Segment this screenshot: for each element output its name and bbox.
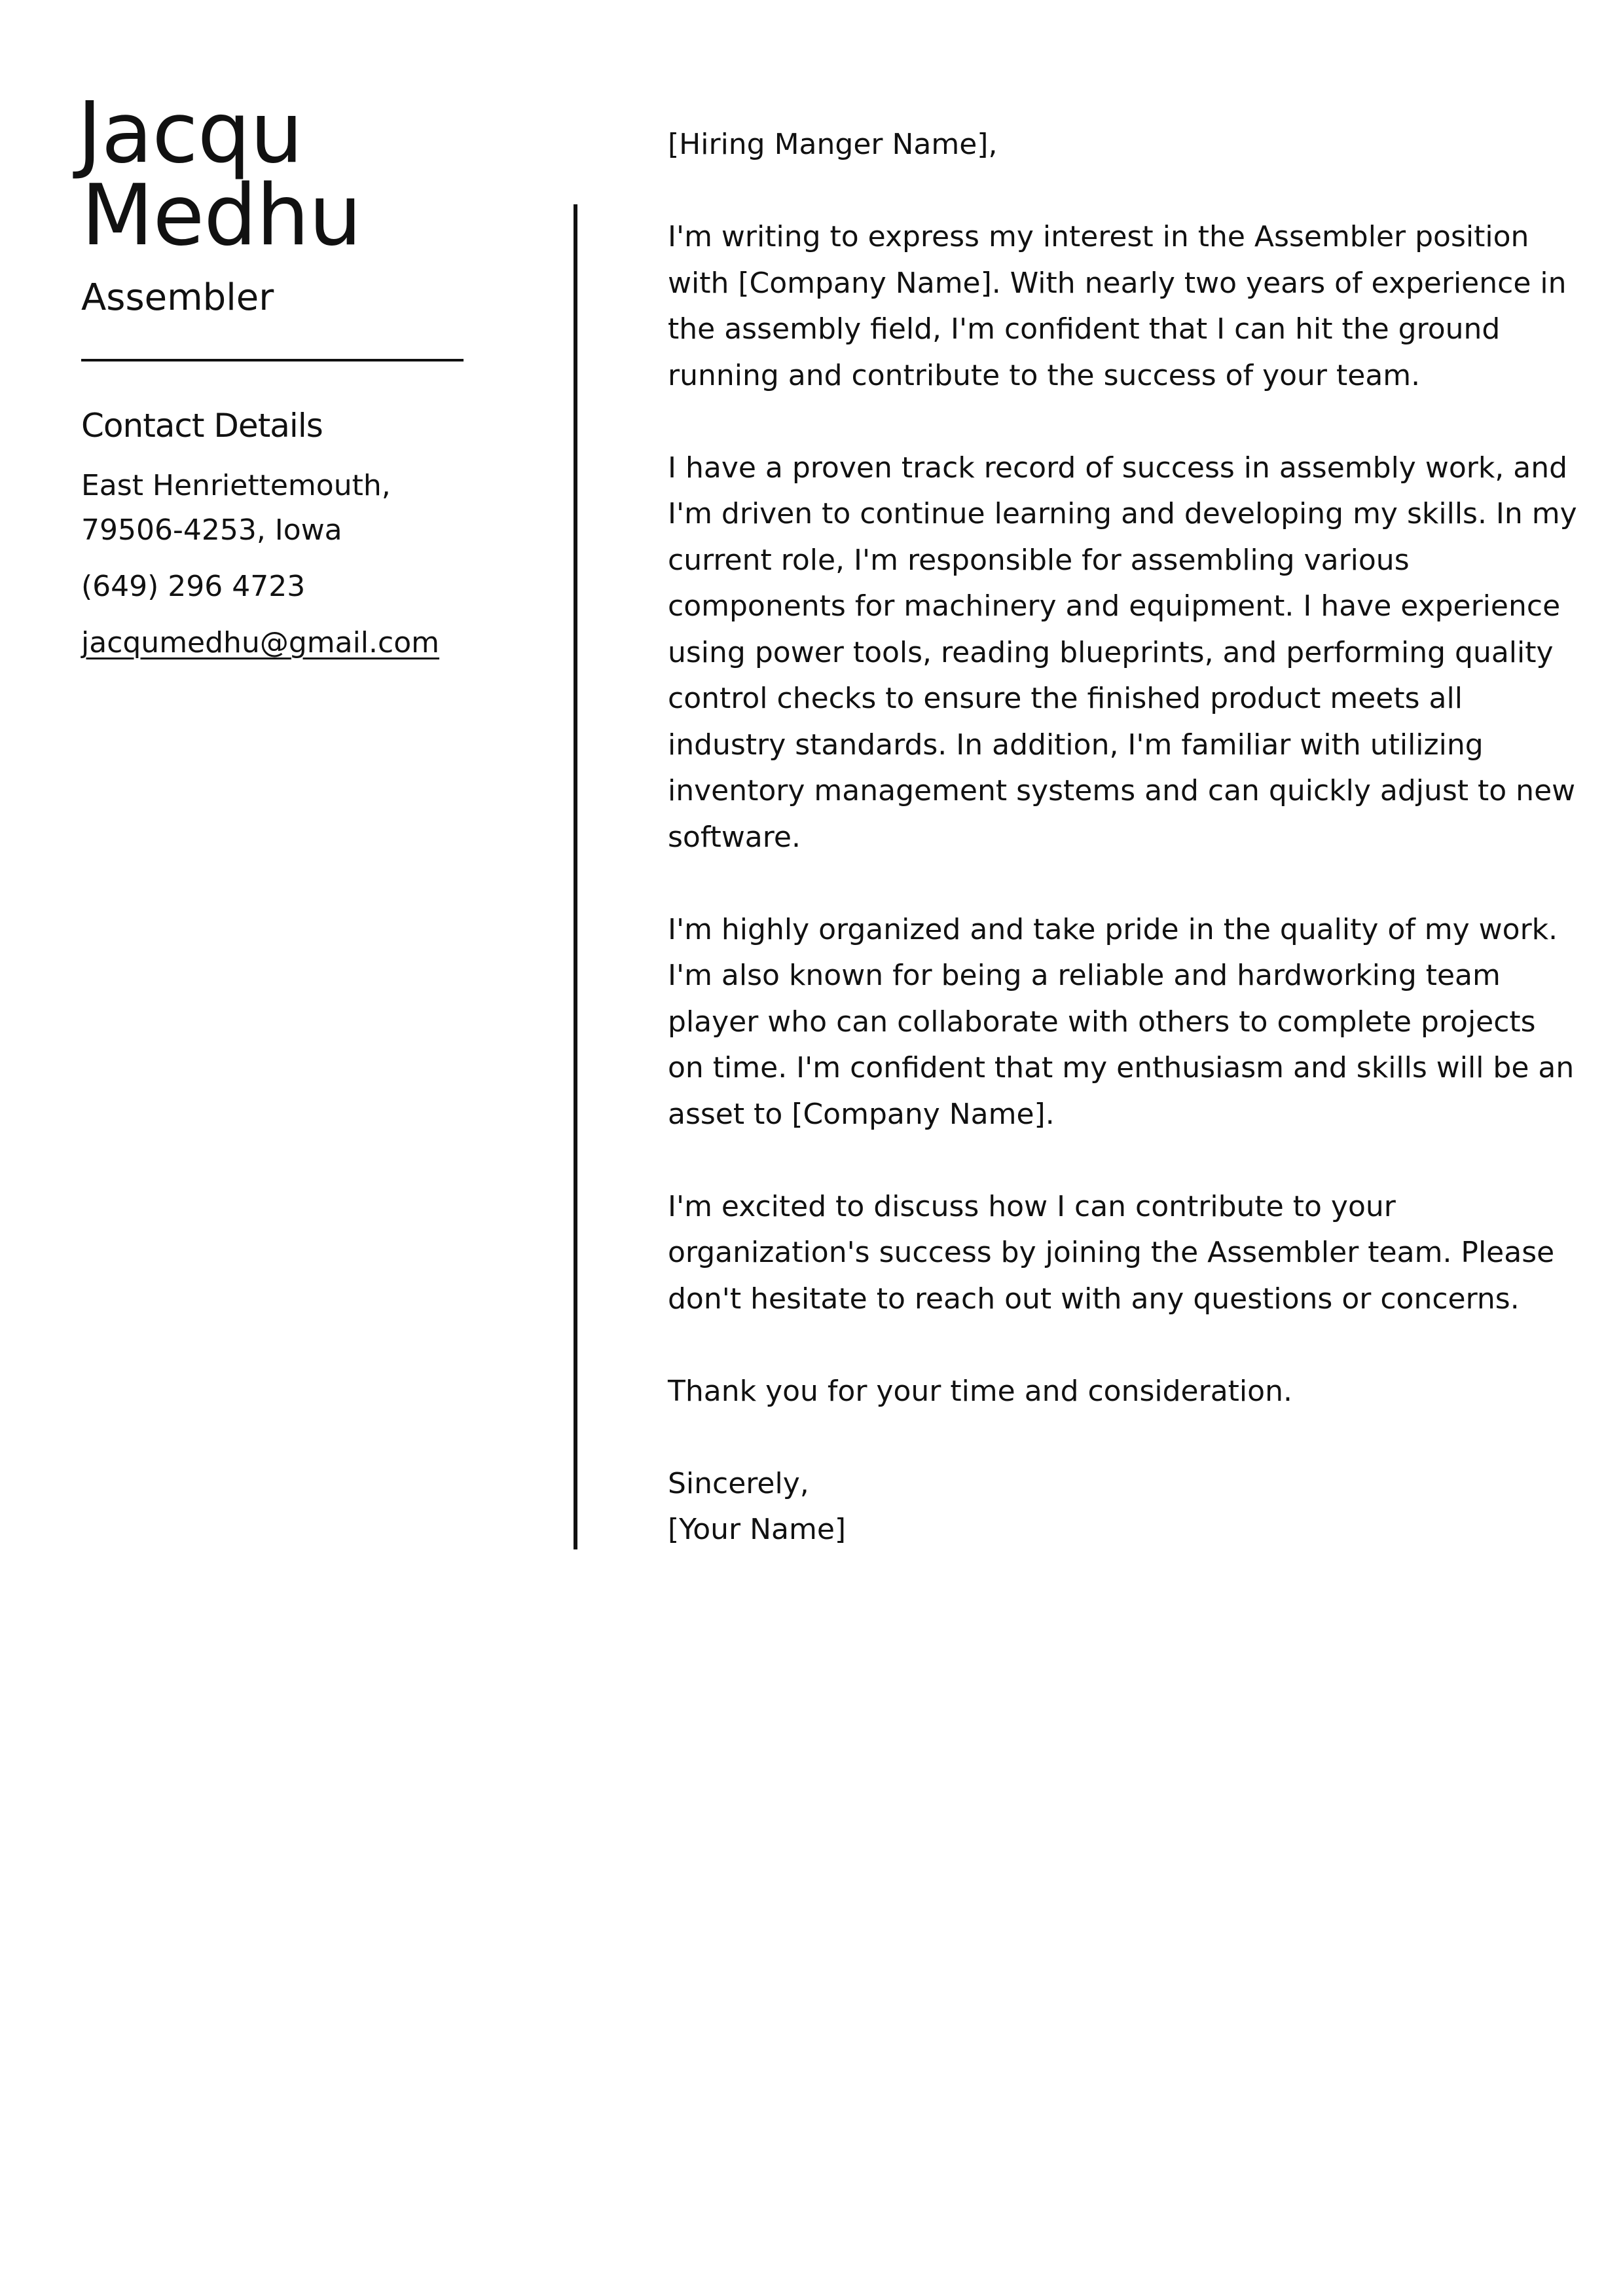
address-line-2: 79506-4253, Iowa: [81, 513, 342, 547]
signature: [Your Name]: [668, 1513, 847, 1546]
letter-line: I have a proven track record of success in assembly work, and: [668, 451, 1568, 485]
contact-phone: (649) 296 4723: [81, 570, 306, 603]
closing-phrase: Sincerely,: [668, 1466, 809, 1500]
letter-paragraph-1: [668, 214, 1567, 399]
job-title: Assembler: [81, 276, 274, 319]
sidebar: [77, 84, 474, 665]
column-divider: [574, 204, 577, 1549]
letter-line: software.: [668, 820, 801, 854]
header-divider: [81, 359, 464, 361]
letter-paragraph-2: [668, 445, 1577, 861]
letter-line: using power tools, reading blueprints, and performing quality: [668, 635, 1554, 669]
letter-paragraph-4: [668, 1184, 1555, 1323]
letter-line: current role, I'm responsible for assembling various: [668, 543, 1410, 577]
letter-line: industry standards. In addition, I'm familiar with utilizing: [668, 728, 1484, 762]
letter-line: I'm highly organized and take pride in the quality of my work.: [668, 912, 1558, 946]
letter-line: don't hesitate to reach out with any questions or concerns.: [668, 1282, 1520, 1316]
contact-address: [81, 464, 474, 553]
letter-line: on time. I'm confident that my enthusiasm and skills will be an: [668, 1051, 1575, 1084]
last-name: Medhu: [81, 167, 361, 265]
letter-line: running and contribute to the success of your team.: [668, 358, 1421, 392]
letter-line: I'm excited to discuss how I can contribute to your: [668, 1189, 1396, 1223]
letter-line: I'm writing to express my interest in the Assembler position: [668, 220, 1529, 253]
letter-line: inventory management systems and can quickly adjust to new: [668, 774, 1576, 807]
letter-body: [668, 122, 1577, 1553]
letter-line: with [Company Name]. With nearly two years of experience in: [668, 266, 1567, 300]
letter-line: player who can collaborate with others to complete projects: [668, 1005, 1536, 1039]
letter-line: organization's success by joining the Assembler team. Please: [668, 1236, 1555, 1269]
letter-paragraph-5: [668, 1369, 1532, 1415]
letter-line: asset to [Company Name].: [668, 1097, 1055, 1131]
letter-line: components for machinery and equipment. I have experience: [668, 589, 1561, 623]
first-name: Jacqu: [77, 84, 302, 182]
letter-line: the assembly field, I'm confident that I can hit the ground: [668, 312, 1501, 346]
address-line-1: East Henriettemouth,: [81, 469, 391, 502]
letter-paragraph-3: [668, 907, 1575, 1138]
salutation: [Hiring Manger Name],: [668, 128, 998, 161]
contact-email-link[interactable]: jacqumedhu@gmail.com: [81, 626, 439, 659]
letter-closing: [668, 1461, 1532, 1553]
letter-line: I'm driven to continue learning and developing my skills. In my: [668, 497, 1577, 530]
letter-line: I'm also known for being a reliable and hardworking team: [668, 959, 1501, 992]
letter-line: control checks to ensure the finished product meets all: [668, 682, 1463, 715]
contact-heading: Contact Details: [81, 407, 323, 445]
letter-line: Thank you for your time and consideration.: [668, 1374, 1292, 1408]
